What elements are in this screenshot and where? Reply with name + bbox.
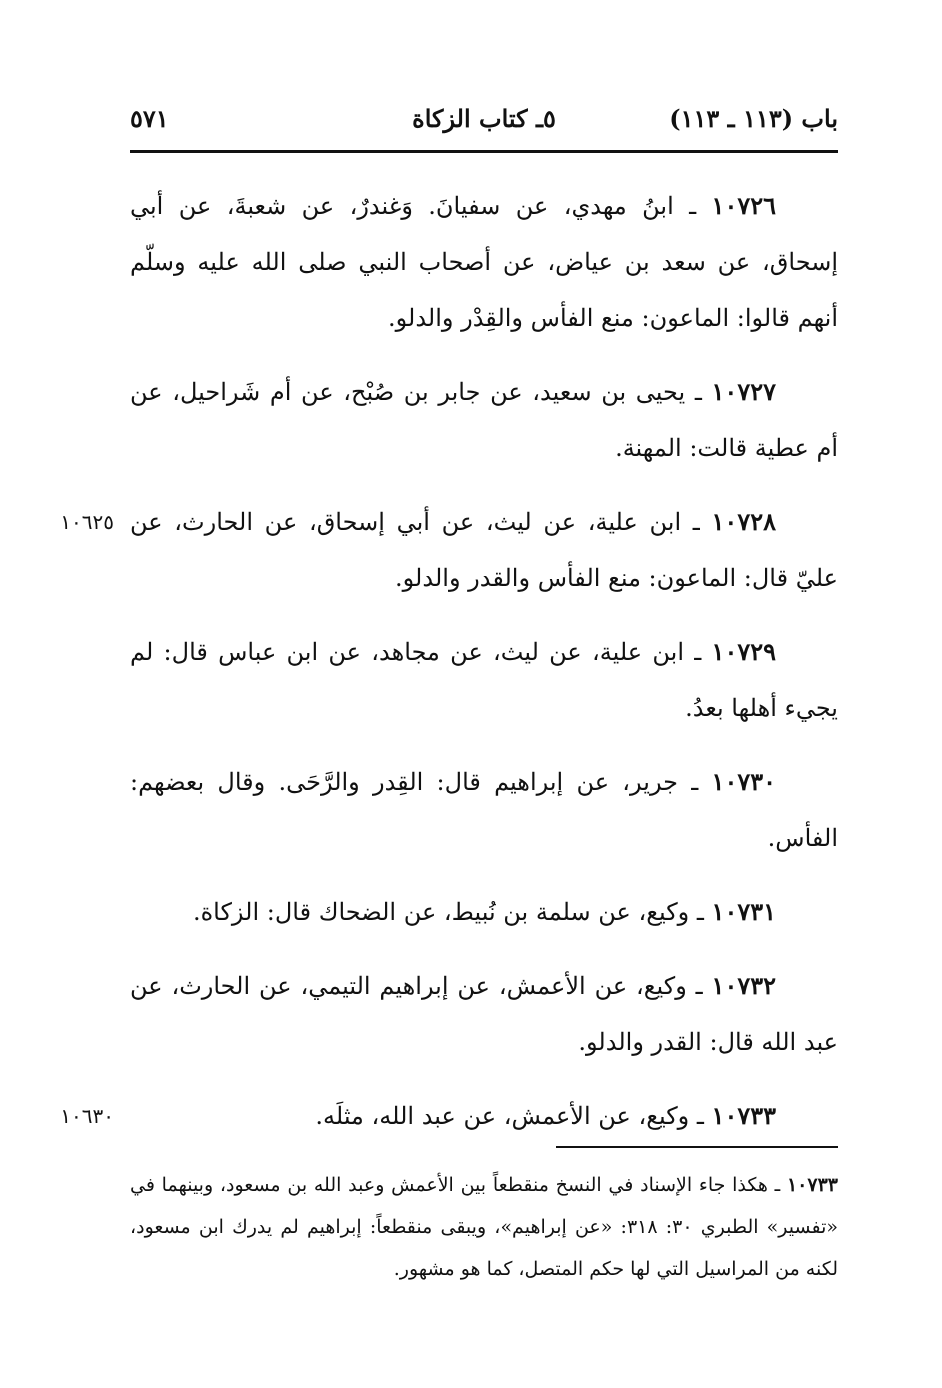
footnote-number: ١٠٧٣٣ bbox=[786, 1174, 838, 1196]
entry-number: ١٠٧٣٣ bbox=[711, 1101, 776, 1130]
entry-number: ١٠٧٢٩ bbox=[711, 637, 776, 666]
hadith-entry bbox=[130, 364, 838, 476]
entry-number: ١٠٧٣٠ bbox=[711, 767, 776, 796]
hadith-entry bbox=[130, 754, 838, 866]
footnote-rule bbox=[556, 1146, 838, 1148]
margin-reference: ١٠٦٢٥ bbox=[60, 510, 114, 534]
entry-number: ١٠٧٣١ bbox=[711, 897, 776, 926]
entry-number: ١٠٧٢٦ bbox=[711, 191, 776, 220]
chapter-heading: باب (١١٣ ـ ١١٣) bbox=[669, 104, 838, 133]
hadith-entry bbox=[130, 958, 838, 1070]
entry-text: ـ يحيى بن سعيد، عن جابر بن صُبْح، عن أم شَراحيل، عن أم عطية قالت: المهنة. bbox=[130, 378, 838, 462]
hadith-entry bbox=[60, 494, 838, 606]
entry-text: ـ وكيع، عن الأعمش، عن إبراهيم التيمي، عن الحارث، عن عبد الله قال: القدر والدلو. bbox=[130, 972, 838, 1056]
margin-reference: ١٠٦٣٠ bbox=[60, 1104, 114, 1128]
header-rule bbox=[130, 150, 838, 153]
entry-text: ـ ابن علية، عن ليث، عن أبي إسحاق، عن الحارث، عن عليّ قال: الماعون: منع الفأس والقدر والدلو. bbox=[130, 508, 838, 592]
hadith-entry bbox=[130, 884, 838, 940]
entry-text: ـ وكيع، عن الأعمش، عن عبد الله، مثلَه. bbox=[315, 1102, 704, 1130]
entry-number: ١٠٧٢٧ bbox=[711, 377, 776, 406]
page-number: ٥٧١ bbox=[130, 104, 169, 133]
hadith-entry bbox=[130, 624, 838, 736]
entry-text: ـ ابن علية، عن ليث، عن مجاهد، عن ابن عباس قال: لم يجيء أهلها بعدُ. bbox=[130, 638, 838, 722]
footnote-text: ـ هكذا جاء الإسناد في النسخ منقطعاً بين الأعمش وعبد الله بن مسعود، وبينهما في «تفسير» الطبري ٣٠: ٣١٨: «عن إبراهيم»، ويبقى منقطعاً: إبراهيم لم يدرك ابن مسعود، لكنه من المراسيل التي لها حكم المتصل، كما هو مشهور. bbox=[130, 1174, 838, 1280]
book-title: ٥ـ كتاب الزكاة bbox=[412, 104, 556, 133]
main-text bbox=[60, 178, 838, 1144]
entry-number: ١٠٧٣٢ bbox=[711, 971, 776, 1000]
entry-number: ١٠٧٢٨ bbox=[711, 507, 776, 536]
entry-text: ـ وكيع، عن سلمة بن نُبيط، عن الضحاك قال: الزكاة. bbox=[192, 898, 704, 926]
entry-text: ـ ابنُ مهدي، عن سفيانَ. وَغندرٌ، عن شعبةَ، عن أبي إسحاق، عن سعد بن عياض، عن أصحاب النبي صلى الله عليه وسلّم أنهم قالوا: الماعون: منع الفأس والقِدْر والدلو. bbox=[130, 192, 838, 332]
footnote bbox=[130, 1164, 838, 1290]
hadith-entry bbox=[130, 178, 838, 346]
entry-text: ـ جرير، عن إبراهيم قال: القِدر والرَّحَى. وقال بعضهم: الفأس. bbox=[130, 768, 838, 852]
hadith-entry bbox=[60, 1088, 838, 1144]
running-header bbox=[130, 100, 838, 144]
